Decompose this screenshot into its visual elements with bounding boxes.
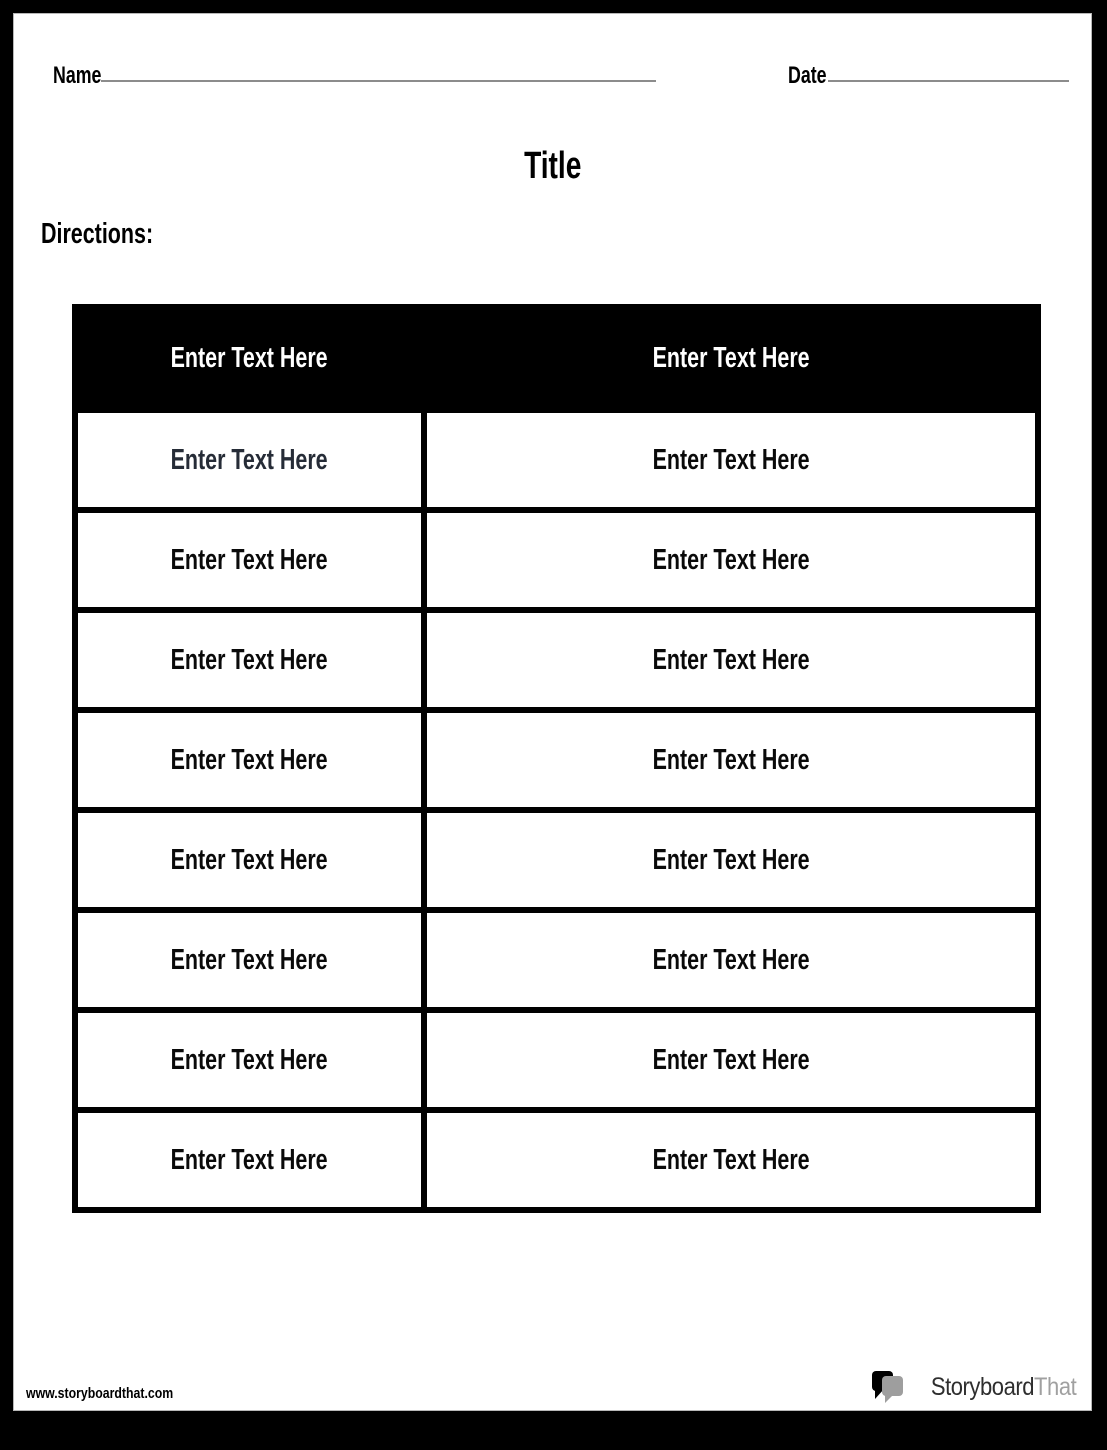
table-row: [75, 1010, 1038, 1110]
table-cell[interactable]: Enter Text Here: [75, 510, 424, 610]
table-row: [75, 410, 1038, 510]
table-cell[interactable]: Enter Text Here: [75, 910, 424, 1010]
logo-text: StoryboardThat: [930, 1372, 1076, 1401]
table-cell[interactable]: Enter Text Here: [424, 1010, 1038, 1110]
table-row: [75, 510, 1038, 610]
table-cell[interactable]: Enter Text Here: [75, 710, 424, 810]
table-cell[interactable]: Enter Text Here: [424, 410, 1038, 510]
speech-bubbles-icon: [871, 1369, 906, 1405]
date-write-line: [828, 80, 1069, 82]
table-row: [75, 610, 1038, 710]
table-cell[interactable]: Enter Text Here: [424, 510, 1038, 610]
table-row: [75, 910, 1038, 1010]
table-cell[interactable]: Enter Text Here: [75, 610, 424, 710]
table-row: [75, 810, 1038, 910]
table-cell[interactable]: Enter Text Here: [75, 810, 424, 910]
table-cell[interactable]: Enter Text Here: [424, 1110, 1038, 1210]
storyboardthat-logo: [871, 1368, 1076, 1406]
table-header-row: [75, 307, 1038, 410]
table-cell[interactable]: Enter Text Here: [424, 810, 1038, 910]
table-row: [75, 710, 1038, 810]
worksheet-page: [13, 13, 1092, 1411]
table-cell[interactable]: Enter Text Here: [424, 610, 1038, 710]
table-cell[interactable]: Enter Text Here: [75, 1010, 424, 1110]
table-cell[interactable]: Enter Text Here: [75, 410, 424, 510]
table-cell[interactable]: Enter Text Here: [424, 910, 1038, 1010]
page-title: Title: [523, 145, 582, 187]
website-url: www.storyboardthat.com: [26, 1385, 174, 1402]
table-cell[interactable]: Enter Text Here: [424, 710, 1038, 810]
date-label: Date: [788, 62, 827, 89]
directions-label: Directions:: [41, 218, 154, 250]
worksheet-table: [72, 304, 1041, 1213]
name-label: Name: [53, 62, 102, 89]
name-write-line: [101, 80, 656, 82]
table-row: [75, 1110, 1038, 1210]
table-cell[interactable]: Enter Text Here: [75, 1110, 424, 1210]
table-header-cell[interactable]: Enter Text Here: [75, 307, 424, 410]
table-header-cell[interactable]: Enter Text Here: [424, 307, 1038, 410]
